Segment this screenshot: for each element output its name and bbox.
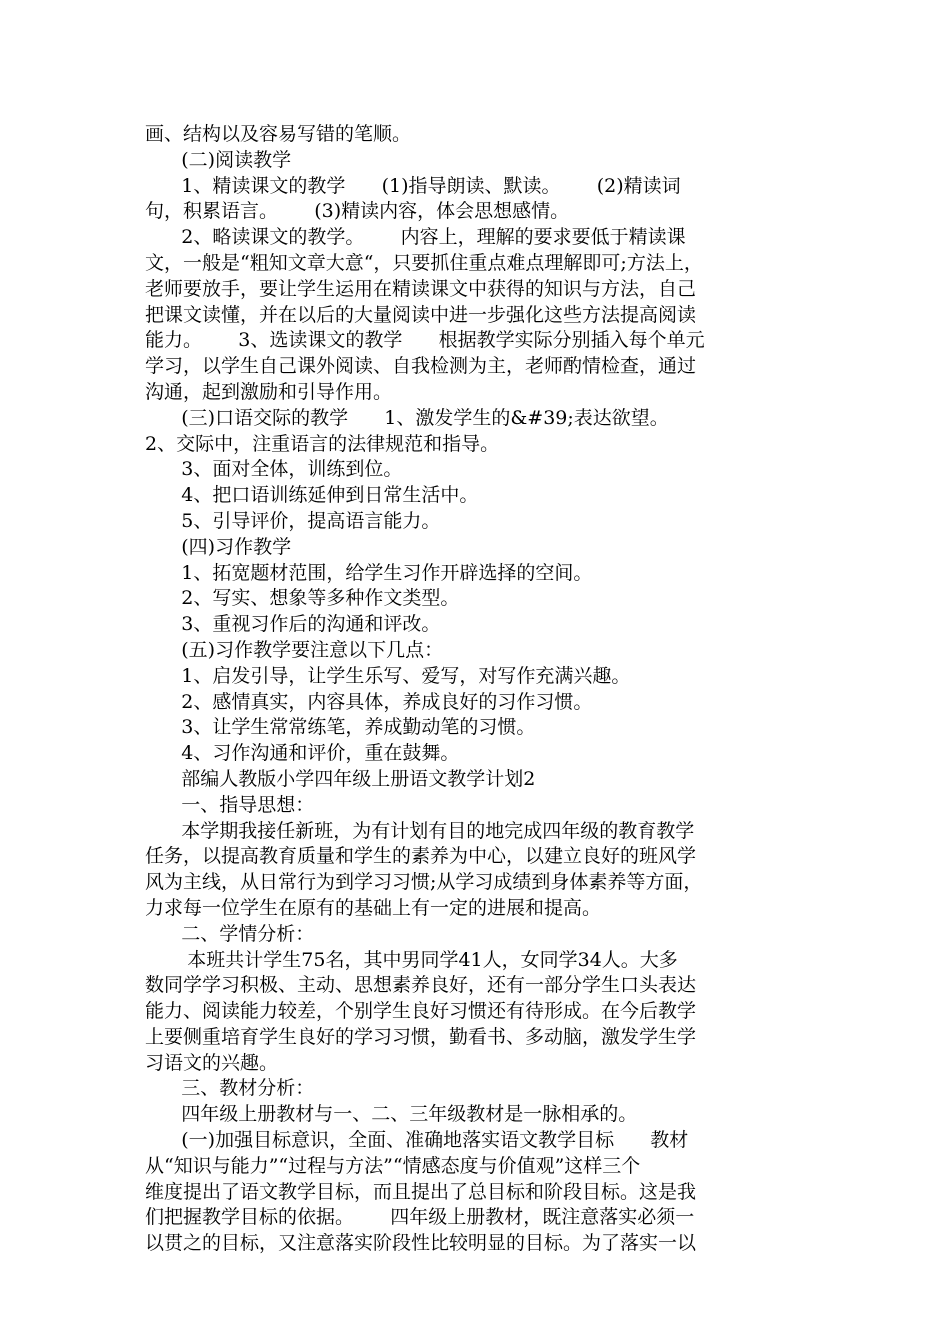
text-line: 文，一般是“粗知文章大意“，只要抓住重点难点理解即可;方法上，	[145, 251, 703, 274]
text-line: 三、教材分析：	[145, 1077, 315, 1100]
text-line: 一、指导思想：	[145, 793, 315, 816]
text-line: 把课文读懂，并在以后的大量阅读中进一步强化这些方法提高阅读	[145, 303, 697, 326]
text-line: 3、重视习作后的沟通和评改。	[145, 613, 441, 636]
text-line: 们把握教学目标的依据。 四年级上册教材，既注意落实必须一	[145, 1206, 695, 1229]
text-line: (五)习作教学要注意以下几点：	[145, 638, 444, 661]
text-line: 风为主线，从日常行为到学习习惯;从学习成绩到身体素养等方面，	[145, 871, 703, 894]
text-line: 3、让学生常常练笔，养成勤动笔的习惯。	[145, 716, 536, 739]
text-line: 2、交际中，注重语言的法律规范和指导。	[145, 432, 500, 455]
text-line: 4、把口语训练延伸到日常生活中。	[145, 484, 479, 507]
text-line: 能力。 3、选读课文的教学 根据教学实际分别插入每个单元	[145, 329, 705, 352]
text-line: 上要侧重培育学生良好的学习习惯，勤看书、多动脑，激发学生学	[145, 1025, 697, 1048]
text-line: 二、学情分析：	[145, 922, 315, 945]
text-line: (一)加强目标意识，全面、准确地落实语文教学目标 教材	[145, 1129, 689, 1152]
document-body	[145, 122, 805, 1257]
text-line: 3、面对全体，训练到位。	[145, 458, 403, 481]
text-line: 2、写实、想象等多种作文类型。	[145, 587, 460, 610]
text-line: 以贯之的目标，又注意落实阶段性比较明显的目标。为了落实一以	[145, 1232, 697, 1255]
text-line: 部编人教版小学四年级上册语文教学计划2	[145, 767, 536, 790]
text-line: 沟通，起到激励和引导作用。	[145, 380, 393, 403]
text-line: 老师要放手，要让学生运用在精读课文中获得的知识与方法，自己	[145, 277, 697, 300]
text-line: 习语文的兴趣。	[145, 1051, 279, 1074]
text-line: 数同学学习积极、主动、思想素养良好，还有一部分学生口头表达	[145, 974, 697, 997]
text-line: 能力、阅读能力较差，个别学生良好习惯还有待形成。在今后教学	[145, 1000, 697, 1023]
text-line: (四)习作教学	[145, 535, 292, 558]
text-line: 5、引导评价，提高语言能力。	[145, 509, 441, 532]
text-line: 任务，以提高教育质量和学生的素养为中心，以建立良好的班风学	[145, 845, 697, 868]
text-line: 句，积累语言。 (3)精读内容，体会思想感情。	[145, 200, 570, 223]
text-line: 本学期我接任新班，为有计划有目的地完成四年级的教育教学	[145, 819, 695, 842]
text-line: 四年级上册教材与一、二、三年级教材是一脉相承的。	[145, 1103, 638, 1126]
text-line: 1、拓宽题材范围，给学生习作开辟选择的空间。	[145, 561, 593, 584]
text-line: (二)阅读教学	[145, 148, 292, 171]
text-line: 维度提出了语文教学目标，而且提出了总目标和阶段目标。这是我	[145, 1180, 697, 1203]
text-line: 学习，以学生自己课外阅读、自我检测为主，老师酌情检查，通过	[145, 355, 697, 378]
text-line: 本班共计学生75名，其中男同学41人，女同学34人。大多	[145, 948, 678, 971]
text-line: 从“知识与能力”“过程与方法”“情感态度与价值观”这样三个	[145, 1154, 641, 1177]
text-line: 画、结构以及容易写错的笔顺。	[145, 123, 412, 145]
text-line: 力求每一位学生在原有的基础上有一定的进展和提高。	[145, 896, 602, 919]
text-line: 2、感情真实，内容具体，养成良好的习作习惯。	[145, 690, 593, 713]
text-line: 1、启发引导，让学生乐写、爱写，对写作充满兴趣。	[145, 664, 631, 687]
text-line: (三)口语交际的教学 1、激发学生的&#39;表达欲望。	[145, 406, 669, 429]
text-line: 2、略读课文的教学。 内容上，理解的要求要低于精读课	[145, 226, 686, 249]
text-line: 1、精读课文的教学 (1)指导朗读、默读。 (2)精读词	[145, 174, 681, 197]
text-line: 4、习作沟通和评价，重在鼓舞。	[145, 742, 460, 765]
